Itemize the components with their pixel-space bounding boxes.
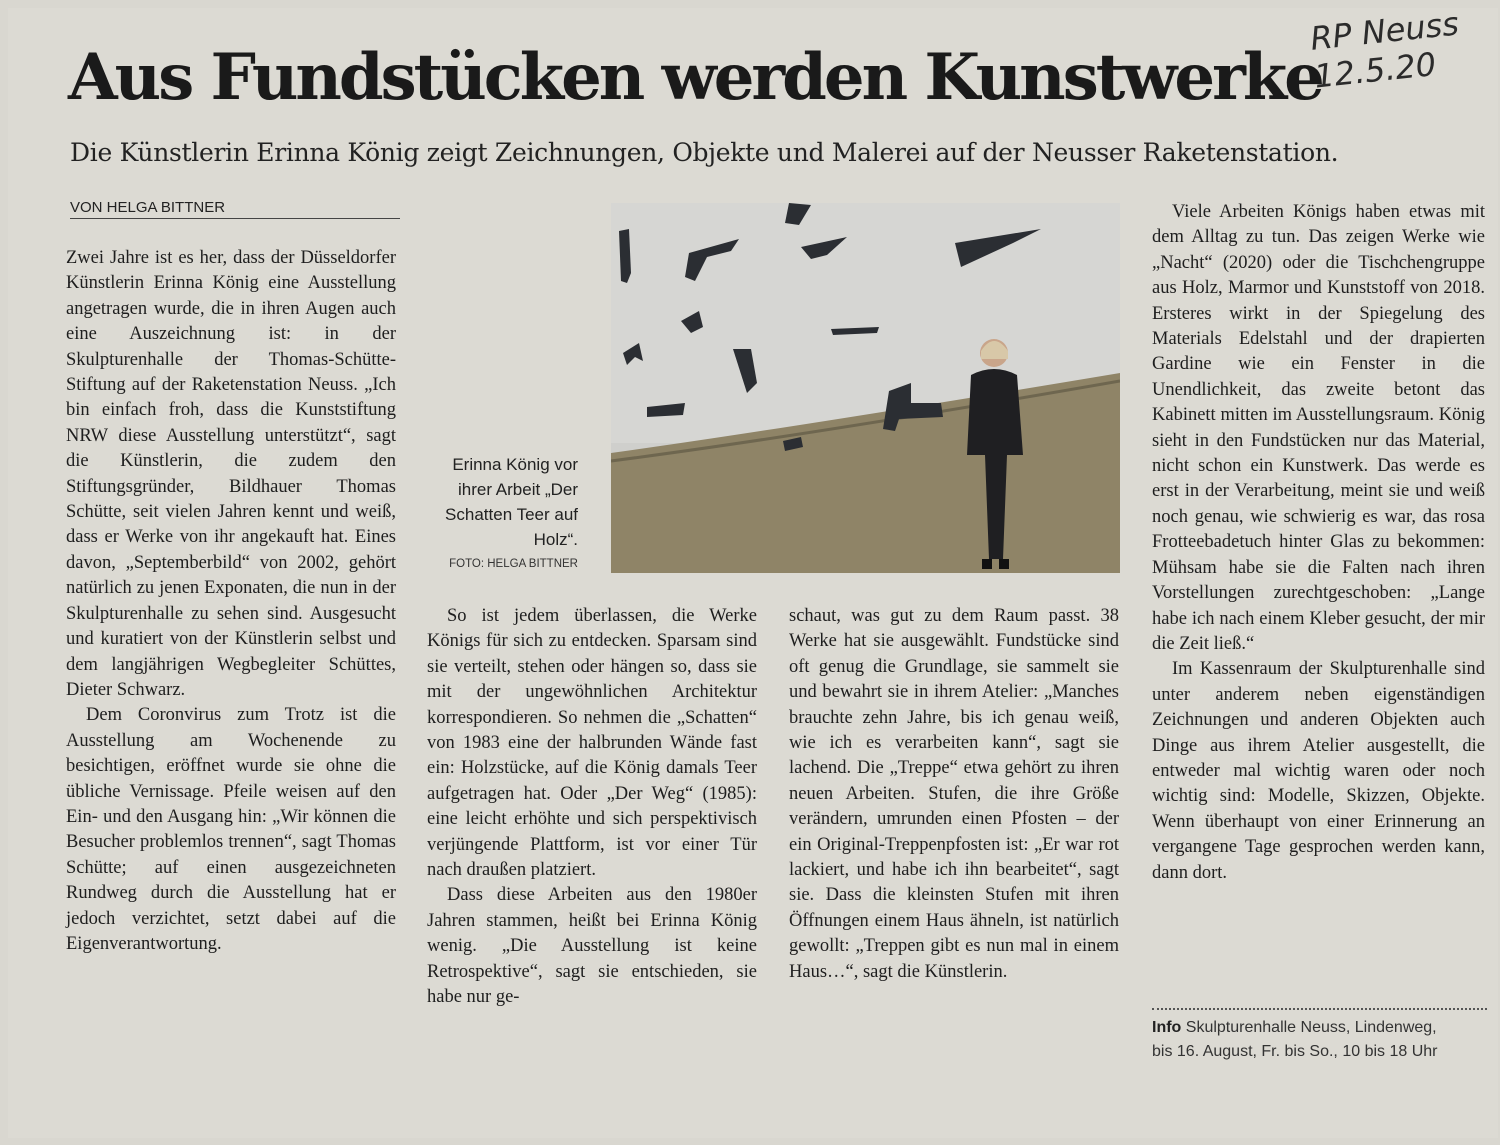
info-label: Info [1152,1019,1182,1036]
article-column-2 [427,604,757,1011]
headline: Aus Fundstücken werden Kunstwerke [68,40,1322,115]
paragraph: Dass diese Arbeiten aus den 1980er Jahren stammen, heißt bei Erinna König wenig. „Die Ausstellung ist keine Retrospektive“, sagt sie entschieden, sie habe nur ge- [427,885,757,1008]
handwritten-date: 12.5.20 [1312,45,1438,96]
info-dates: bis 16. August, Fr. bis So., 10 bis 18 Uhr [1152,1043,1438,1060]
article-column-3 [789,604,1119,985]
paragraph: schaut, was gut zu dem Raum passt. 38 Werke hat sie ausgewählt. Fundstücke sind oft genug die Grundlage, sie sammelt sie und bewahrt sie in ihrem Atelier: „Manches brauchte zehn Jahre, bis ich genau weiß, wie ich es verarbeiten kann“, sagt sie lachend. Die „Treppe“ etwa gehört zu ihren neuen Arbeiten. Stufen, die ihre Größe verändern, umrunden einen Pfosten – der ein Original-Treppenpfosten ist: „Er war rot lackiert, und habe ich ihn bearbeitet“, sagt sie. Dass die kleinsten Stufen mit ihren Öffnungen einem Haus ähneln, ist natürlich gewollt: „Treppen gibt es nun mal in einem Haus…“, sagt die Künstlerin. [789,606,1119,982]
info-box [1152,1008,1487,1064]
article-photo [611,203,1120,573]
subheadline: Die Künstlerin Erinna König zeigt Zeichnungen, Objekte und Malerei auf der Neusser Raketenstation. [70,138,1339,167]
paragraph: So ist jedem überlassen, die Werke Königs für sich zu entdecken. Sparsam sind sie verteilt, stehen oder hängen so, dass sie mit der ungewöhnlichen Architektur korrespondieren. So nehmen die „Schatten“ von 1983 eine der halbrunden Wände fast ein: Holzstücke, auf die König damals Teer aufgetragen hat. Oder „Der Weg“ (1985): eine leicht erhöhte und sich perspektivisch verjüngende Plattform, ist vor einer Tür nach draußen platziert. [427,606,757,881]
photo-artwork-and-artist [611,203,1120,573]
info-location: Skulpturenhalle Neuss, Lindenweg, [1185,1019,1437,1036]
handwritten-source: RP Neuss [1308,4,1461,58]
handwritten-note [1308,4,1464,95]
photo-credit: FOTO: HELGA BITTNER [449,558,578,570]
article-column-4 [1152,200,1485,886]
paragraph: Viele Arbeiten Königs haben etwas mit dem Alltag zu tun. Das zeigen Werke wie „Nacht“ (2020) oder die Tischchengruppe aus Holz, Marmor und Kunststoff von 2018. Ersteres wirkt in der Spiegelung des Materials Edelstahl und der drapierten Gardine wie ein Fenster in die Unendlichkeit, das zweite betont das Kabinett mitten im Ausstellungsraum. König sieht in den Fundstücken nur das Material, nicht schon ein Kunstwerk. Das werde es erst in der Verarbeitung, meint sie und weiß noch genau, wie schwierig es war, das rosa Frotteebadetuch hinter Glas zu bekommen: Mühsam habe sie die Falten nach ihren Vorstellungen zurechtgeschoben: „Lange habe ich nach einem Kleber gesucht, der mir die Zeit ließ.“ [1152,202,1485,654]
byline: VON HELGA BITTNER [70,199,400,219]
paragraph: Im Kassenraum der Skulpturenhalle sind unter anderem neben eigenständigen Zeichnungen und anderen Objekten auch Dinge aus ihrem Atelier ausgestellt, die entweder mal wichtig waren oder noch wichtig sind: Modelle, Skizzen, Objekte. Wenn überhaupt von einer Erinnerung an vergangene Tage gesprochen werden kann, dann dort. [1152,659,1485,883]
article-column-1 [66,246,396,957]
photo-caption: Erinna König vor ihrer Arbeit „Der Schatten Teer auf Holz“. [445,455,578,549]
paragraph: Dem Coronvirus zum Trotz ist die Ausstellung am Wochenende zu besichtigen, eröffnet wurde sie ohne die übliche Vernissage. Pfeile weisen auf den Ein- und den Ausgang hin: „Wir können die Besucher problemlos trennen“, sagt Thomas Schütte; auf einen ausgezeichneten Rundweg durch die Ausstellung hat er jedoch verzichtet, setzt dabei auf die Eigenverantwortung. [66,705,396,954]
paragraph: Zwei Jahre ist es her, dass der Düsseldorfer Künstlerin Erinna König eine Ausstellung angetragen wurde, die in ihren Augen auch eine Auszeichnung ist: in der Skulpturenhalle der Thomas-Schütte-Stiftung auf der Raketenstation Neuss. „Ich bin einfach froh, dass die Kunststiftung NRW diese Ausstellung unterstützt“, sagt die Künstlerin, die zudem den Stiftungsgründer, Bildhauer Thomas Schütte, seit vielen Jahren kennt und weiß, dass er Werke von ihr angekauft hat. Eines davon, „Septemberbild“ von 2002, gehört natürlich zu jenen Exponaten, die nun in der Skulpturenhalle zu sehen sind. Ausgesucht und kuratiert von der Künstlerin selbst und dem langjährigen Wegbegleiter Schüttes, Dieter Schwarz. [66,248,396,700]
